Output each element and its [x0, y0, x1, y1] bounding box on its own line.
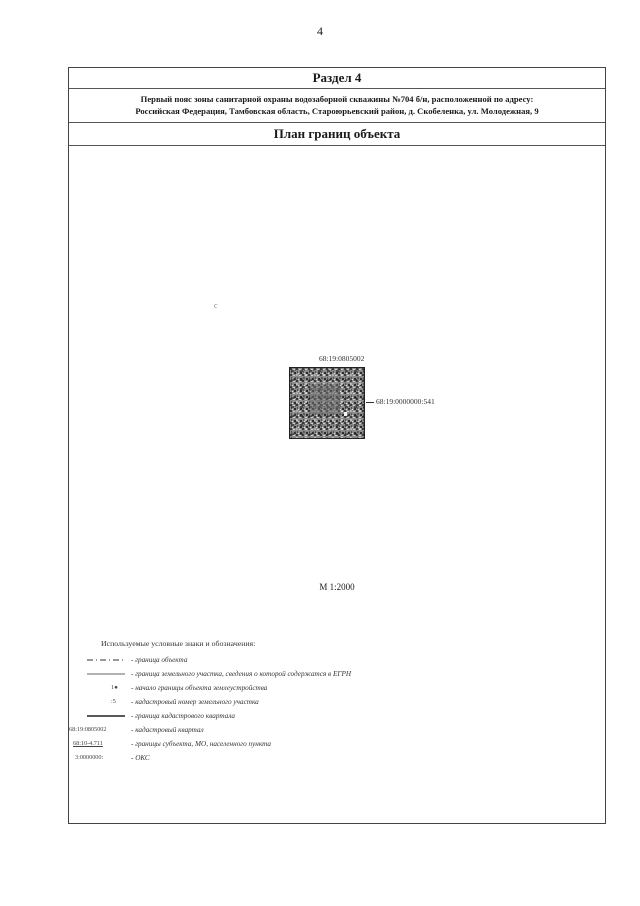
- land-parcel: [289, 367, 365, 439]
- legend-item-boundary-start: [69, 682, 605, 694]
- parcel-cadastral-label: 68:19:0000000:541: [376, 397, 435, 406]
- legend-item-cadastral-quarter: [69, 724, 605, 736]
- quarter-number-symbol: 68:19:0805002: [69, 726, 107, 733]
- legend-text: - ОКС: [131, 754, 150, 762]
- legend-title: Используемые условные знаки и обозначения:: [101, 639, 256, 648]
- legend-item-parcel-number: [69, 696, 605, 708]
- legend-item-object-boundary: [69, 654, 605, 666]
- point-marker-icon: 1●: [111, 684, 118, 691]
- plan-title: План границ объекта: [69, 123, 605, 146]
- legend-item-quarter-boundary: [69, 710, 605, 722]
- thick-line-icon: [69, 710, 127, 722]
- plan-map: [69, 146, 605, 825]
- legend-text: - кадастровый номер земельного участка: [131, 698, 259, 706]
- legend-item-oks: [69, 752, 605, 764]
- parcel-raster-icon: [290, 368, 364, 438]
- thin-line-icon: [69, 668, 127, 680]
- legend-item-parcel-boundary: [69, 668, 605, 680]
- object-description-line-1: Первый пояс зоны санитарной охраны водозаборной скважины №704 б/н, расположенной по адресу:: [140, 94, 534, 104]
- legend-text: - граница земельного участка, сведения о которой содержатся в ЕГРН: [131, 670, 352, 678]
- stray-mark: с: [214, 301, 218, 310]
- cadastral-quarter-label: 68:19:0805002: [319, 354, 365, 363]
- parcel-number-symbol: :5: [111, 698, 116, 705]
- map-scale: М 1:2000: [319, 582, 355, 592]
- legend-text: - границы субъекта, МО, населенного пункта: [131, 740, 271, 748]
- legend-text: - кадастровый квартал: [131, 726, 204, 734]
- legend-text: - начало границы объекта землеустройства: [131, 684, 268, 692]
- oks-symbol: 3:0000000:: [75, 754, 104, 761]
- legend-text: - граница кадастрового квартала: [131, 712, 236, 720]
- legend-item-admin-boundary: [69, 738, 605, 750]
- object-description: [69, 89, 605, 123]
- section-title: Раздел 4: [69, 68, 605, 89]
- dash-dot-line-icon: [69, 654, 127, 666]
- page-number: 4: [317, 24, 323, 38]
- parcel-label-leader: [366, 402, 374, 403]
- legend-text: - граница объекта: [131, 656, 188, 664]
- object-description-line-2: Российская Федерация, Тамбовская область, Староюрьевский район, д. Скобеленка, ул. Молодежная, 9: [135, 106, 539, 116]
- admin-boundary-symbol: 68:10-4.711: [73, 740, 103, 747]
- document-frame: [68, 67, 606, 824]
